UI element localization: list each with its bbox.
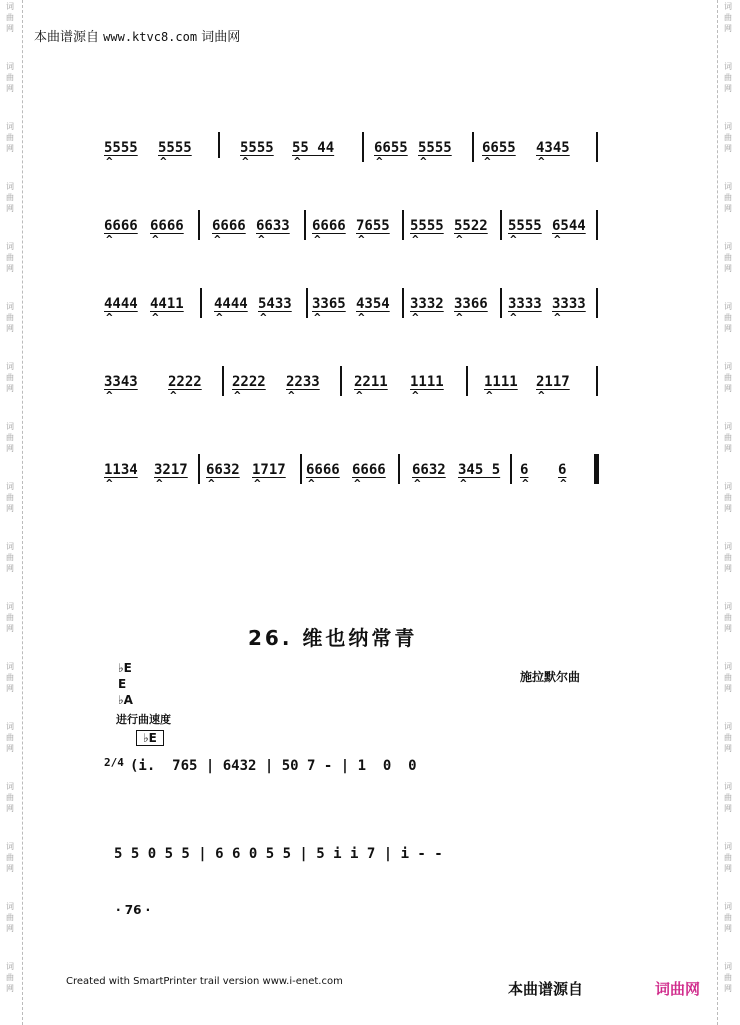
watermark-char: 曲 [724, 913, 732, 922]
piece-title: 26. 维也纳常青 [248, 626, 418, 650]
watermark-char: 网 [6, 564, 14, 573]
note-group: 5433 ^ [258, 296, 292, 324]
watermark-char: 曲 [724, 553, 732, 562]
watermark-char: 网 [724, 744, 732, 753]
watermark-char: 网 [724, 684, 732, 693]
bar-line [300, 454, 302, 484]
watermark-char: 网 [724, 504, 732, 513]
note-group: 5522 ^ [454, 218, 488, 246]
watermark-char: 词 [6, 842, 14, 851]
note-group: 3333 ^ [552, 296, 586, 324]
watermark-char: 网 [6, 684, 14, 693]
watermark-char: 网 [6, 264, 14, 273]
watermark-char: 曲 [6, 373, 14, 382]
watermark-char: 网 [6, 924, 14, 933]
watermark-char: 曲 [6, 973, 14, 982]
note-group: 2222 ^ [232, 374, 266, 402]
watermark-char: 曲 [6, 133, 14, 142]
watermark-char: 曲 [6, 73, 14, 82]
note-group: 6655 ^ [482, 140, 516, 168]
watermark-char: 词 [724, 182, 732, 191]
note-group: 3343 ^ [104, 374, 138, 402]
watermark-char: 曲 [724, 793, 732, 802]
watermark-char: 网 [6, 624, 14, 633]
watermark-char: 网 [6, 984, 14, 993]
footer-credit: Created with SmartPrinter trail version www.i-enet.com [66, 976, 343, 987]
watermark-char: 网 [6, 864, 14, 873]
watermark-char: 词 [6, 542, 14, 551]
note-group: 2117 ^ [536, 374, 570, 402]
watermark-char: 词 [724, 302, 732, 311]
watermark-char: 曲 [724, 613, 732, 622]
note-group: 4345 ^ [536, 140, 570, 168]
note-group: 6666 ^ [212, 218, 246, 246]
bar-line [198, 210, 200, 240]
bar-line [222, 366, 224, 396]
watermark-char: 网 [724, 444, 732, 453]
tempo-marking: 进行曲速度 [116, 713, 171, 726]
bar-line [398, 454, 400, 484]
watermark-char: 网 [6, 504, 14, 513]
note-group: 3366 ^ [454, 296, 488, 324]
header-source: 本曲谱源自 [34, 30, 100, 45]
watermark-char: 曲 [6, 733, 14, 742]
note-group: 5555 ^ [508, 218, 542, 246]
note-group: 5555 ^ [418, 140, 452, 168]
note-group: 1111 ^ [484, 374, 518, 402]
watermark-char: 网 [724, 804, 732, 813]
page-header [34, 26, 240, 45]
note-group: 6666 ^ [104, 218, 138, 246]
note-group: 6 ^ [520, 462, 529, 490]
watermark-char: 词 [6, 662, 14, 671]
watermark-char: 网 [724, 564, 732, 573]
note-group: 3217 ^ [154, 462, 188, 490]
watermark-char: 词 [724, 542, 732, 551]
note-group: 5555 ^ [240, 140, 274, 168]
key-label: ♭A [118, 693, 133, 707]
watermark-char: 曲 [6, 913, 14, 922]
watermark-char: 曲 [724, 853, 732, 862]
note-group: 6666 ^ [312, 218, 346, 246]
bar-line [510, 454, 512, 484]
score-line-2: 5 5 0 5 5 | 6 6 0 5 5 | 5 i i 7 | i - - [114, 846, 443, 862]
watermark-char: 网 [724, 84, 732, 93]
watermark-char: 网 [724, 624, 732, 633]
watermark-char: 网 [6, 744, 14, 753]
bar-line [596, 366, 598, 396]
note-group: 3365 ^ [312, 296, 346, 324]
watermark-char: 曲 [6, 433, 14, 442]
left-watermark-margin [0, 0, 23, 1025]
note-group: 4411 ^ [150, 296, 184, 324]
watermark-char: 曲 [724, 13, 732, 22]
watermark-char: 词 [6, 422, 14, 431]
note-group: 1717 ^ [252, 462, 286, 490]
key-signatures [118, 660, 133, 708]
time-signature: 2/4 [104, 756, 124, 769]
watermark-char: 曲 [6, 313, 14, 322]
watermark-char: 词 [6, 62, 14, 71]
bar-line [402, 210, 404, 240]
watermark-char: 词 [6, 2, 14, 11]
bar-line [362, 132, 364, 162]
watermark-char: 曲 [724, 673, 732, 682]
watermark-char: 词 [724, 602, 732, 611]
bar-line [198, 454, 200, 484]
watermark-char: 网 [6, 204, 14, 213]
note-group: 1134 ^ [104, 462, 138, 490]
bar-line [340, 366, 342, 396]
watermark-char: 曲 [6, 13, 14, 22]
note-group: 5555 ^ [410, 218, 444, 246]
watermark-char: 词 [724, 662, 732, 671]
watermark-char: 曲 [724, 973, 732, 982]
bar-line [596, 210, 598, 240]
watermark-char: 词 [6, 902, 14, 911]
watermark-char: 曲 [6, 793, 14, 802]
watermark-char: 网 [724, 264, 732, 273]
watermark-char: 曲 [6, 493, 14, 502]
watermark-char: 词 [6, 122, 14, 131]
watermark-char: 网 [724, 924, 732, 933]
watermark-char: 网 [724, 864, 732, 873]
key-label: ♭E [118, 661, 132, 675]
watermark-char: 网 [6, 324, 14, 333]
watermark-char: 曲 [724, 253, 732, 262]
note-group: 6 ^ [558, 462, 567, 490]
watermark-char: 词 [724, 782, 732, 791]
bar-line [500, 210, 502, 240]
note-group: 55 44 ^ [292, 140, 335, 168]
header-site: 词曲网 [201, 30, 241, 45]
watermark-char: 曲 [6, 553, 14, 562]
bar-line [306, 288, 308, 318]
watermark-char: 词 [6, 302, 14, 311]
watermark-char: 词 [724, 62, 732, 71]
footer-site[interactable]: 词曲网 [655, 980, 701, 998]
watermark-char: 词 [6, 962, 14, 971]
watermark-char: 网 [6, 24, 14, 33]
composer-credit: 施拉默尔曲 [520, 670, 581, 684]
watermark-char: 词 [724, 2, 732, 11]
note-group: 3332 ^ [410, 296, 444, 324]
note-group: 6632 ^ [206, 462, 240, 490]
watermark-char: 词 [724, 722, 732, 731]
bar-line [200, 288, 202, 318]
watermark-char: 词 [6, 482, 14, 491]
watermark-char: 词 [6, 782, 14, 791]
header-url[interactable]: www.ktvc8.com [103, 30, 198, 44]
watermark-char: 词 [6, 362, 14, 371]
watermark-char: 曲 [724, 73, 732, 82]
page-number: · 76 · [116, 903, 151, 917]
watermark-char: 曲 [6, 673, 14, 682]
watermark-char: 曲 [724, 373, 732, 382]
watermark-char: 词 [6, 722, 14, 731]
watermark-char: 网 [6, 384, 14, 393]
note-group: 1111 ^ [410, 374, 444, 402]
note-group: 7655 ^ [356, 218, 390, 246]
watermark-char: 词 [724, 482, 732, 491]
watermark-char: 网 [724, 984, 732, 993]
note-group: 6655 ^ [374, 140, 408, 168]
final-bar-line [594, 454, 599, 484]
watermark-char: 词 [6, 242, 14, 251]
note-group: 3333 ^ [508, 296, 542, 324]
watermark-char: 网 [6, 84, 14, 93]
note-group: 5555 ^ [158, 140, 192, 168]
watermark-char: 网 [6, 444, 14, 453]
watermark-char: 网 [724, 24, 732, 33]
watermark-char: 词 [724, 962, 732, 971]
note-group: 4444 ^ [214, 296, 248, 324]
watermark-char: 曲 [6, 193, 14, 202]
note-group: 2222 ^ [168, 374, 202, 402]
key-label: E [118, 677, 127, 691]
bar-line [304, 210, 306, 240]
watermark-char: 曲 [724, 733, 732, 742]
score-line-1: (i. 765 | 6432 | 50 7 - | 1 0 0 [130, 758, 417, 774]
footer-source: 本曲谱源自 [508, 980, 584, 998]
bar-line [596, 132, 598, 162]
note-group: 5555 ^ [104, 140, 138, 168]
note-group: 4444 ^ [104, 296, 138, 324]
watermark-char: 词 [724, 122, 732, 131]
boxed-key: ♭E [136, 730, 164, 746]
watermark-char: 曲 [724, 433, 732, 442]
note-group: 6666 ^ [306, 462, 340, 490]
note-group: 6633 ^ [256, 218, 290, 246]
watermark-char: 词 [724, 422, 732, 431]
watermark-char: 曲 [724, 193, 732, 202]
note-group: 2211 ^ [354, 374, 388, 402]
watermark-char: 网 [6, 144, 14, 153]
watermark-char: 网 [724, 384, 732, 393]
watermark-char: 曲 [724, 133, 732, 142]
note-group: 6666 ^ [150, 218, 184, 246]
watermark-char: 曲 [724, 313, 732, 322]
note-group: 6632 ^ [412, 462, 446, 490]
bar-line [500, 288, 502, 318]
watermark-char: 网 [724, 204, 732, 213]
watermark-char: 词 [724, 242, 732, 251]
note-group: 6544 ^ [552, 218, 586, 246]
note-group: 2233 ^ [286, 374, 320, 402]
watermark-char: 网 [724, 324, 732, 333]
bar-line [466, 366, 468, 396]
note-group: 345 5 ^ [458, 462, 501, 490]
right-watermark-margin [717, 0, 740, 1025]
watermark-char: 词 [724, 902, 732, 911]
note-group: 4354 ^ [356, 296, 390, 324]
watermark-char: 词 [6, 602, 14, 611]
note-group: 6666 ^ [352, 462, 386, 490]
watermark-char: 网 [724, 144, 732, 153]
watermark-char: 曲 [724, 493, 732, 502]
bar-line [472, 132, 474, 162]
watermark-char: 词 [724, 362, 732, 371]
watermark-char: 曲 [6, 613, 14, 622]
bar-line [402, 288, 404, 318]
watermark-char: 词 [724, 842, 732, 851]
watermark-char: 曲 [6, 253, 14, 262]
watermark-char: 网 [6, 804, 14, 813]
watermark-char: 词 [6, 182, 14, 191]
bar-line [218, 132, 220, 158]
bar-line [596, 288, 598, 318]
watermark-char: 曲 [6, 853, 14, 862]
